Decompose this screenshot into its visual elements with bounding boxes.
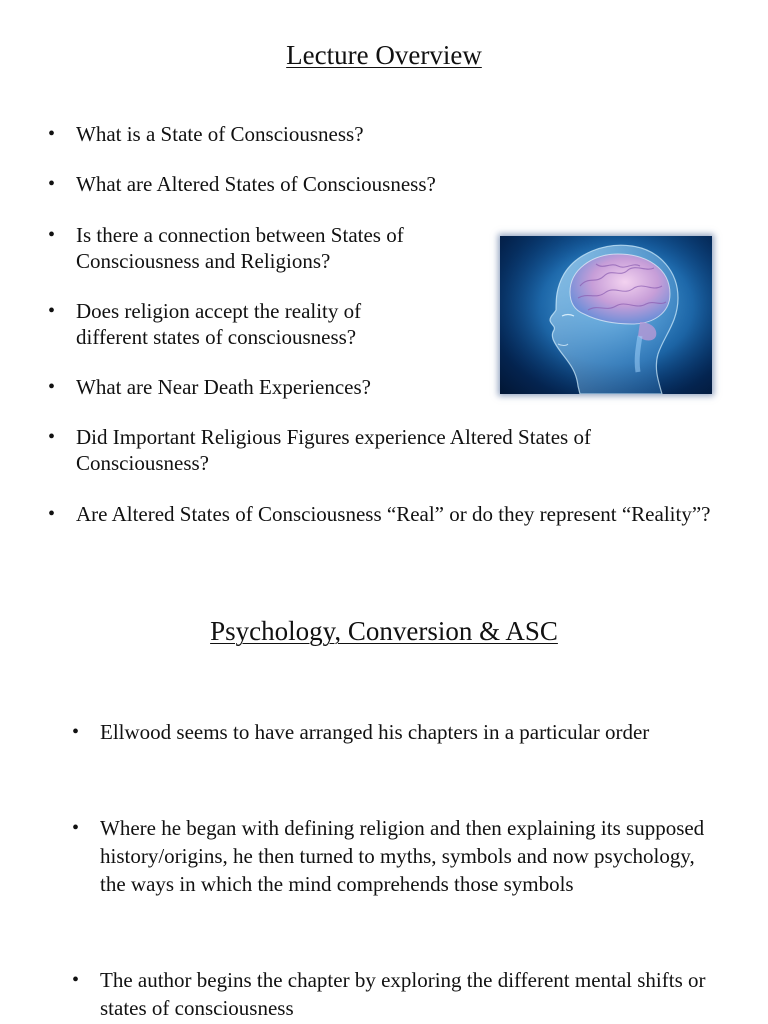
list-item-text: Where he began with defining religion and then explaining its supposed history/origins, he then turned to myths, symbols and now psychology, the ways in which the mind comprehends those symbols (100, 816, 705, 896)
list-item-text: The author begins the chapter by exploring the different mental shifts or states of consciousness (100, 968, 706, 1020)
list-item-text: What are Near Death Experiences? (76, 375, 371, 399)
brain-illustration-icon (500, 236, 712, 394)
list-item-text: What are Altered States of Consciousness? (76, 172, 436, 196)
list-item (48, 425, 696, 476)
list-item (48, 223, 476, 274)
list-item (48, 122, 696, 148)
psychology-conversion-heading: Psychology, Conversion & ASC (210, 616, 558, 646)
list-item-text: Did Important Religious Figures experience Altered States of Consciousness? (76, 425, 591, 475)
bullet-icon: • (72, 817, 80, 839)
bullet-icon: • (48, 426, 56, 448)
list-item (48, 299, 436, 350)
bullet-icon: • (48, 376, 56, 398)
list-item (72, 814, 710, 898)
list-item (48, 375, 496, 401)
bullet-icon: • (48, 123, 56, 145)
list-item-text: Does religion accept the reality of different states of consciousness? (76, 299, 362, 349)
list-item (48, 502, 716, 528)
list-item (48, 172, 696, 198)
bullet-icon: • (48, 224, 56, 246)
glowing-brain-head-image (500, 236, 712, 394)
bullet-icon: • (48, 300, 56, 322)
list-item-text: Is there a connection between States of Consciousness and Religions? (76, 223, 404, 273)
list-item-text: What is a State of Consciousness? (76, 122, 364, 146)
list-item-text: Ellwood seems to have arranged his chapters in a particular order (100, 720, 650, 744)
bullet-icon: • (72, 969, 80, 991)
lecture-overview-heading: Lecture Overview (286, 40, 482, 70)
bullet-icon: • (48, 503, 56, 525)
bullet-icon: • (72, 721, 80, 743)
bullet-icon: • (48, 173, 56, 195)
list-item (72, 718, 700, 746)
list-item-text: Are Altered States of Consciousness “Real” or do they represent “Reality”? (76, 502, 711, 526)
list-item (72, 966, 710, 1022)
